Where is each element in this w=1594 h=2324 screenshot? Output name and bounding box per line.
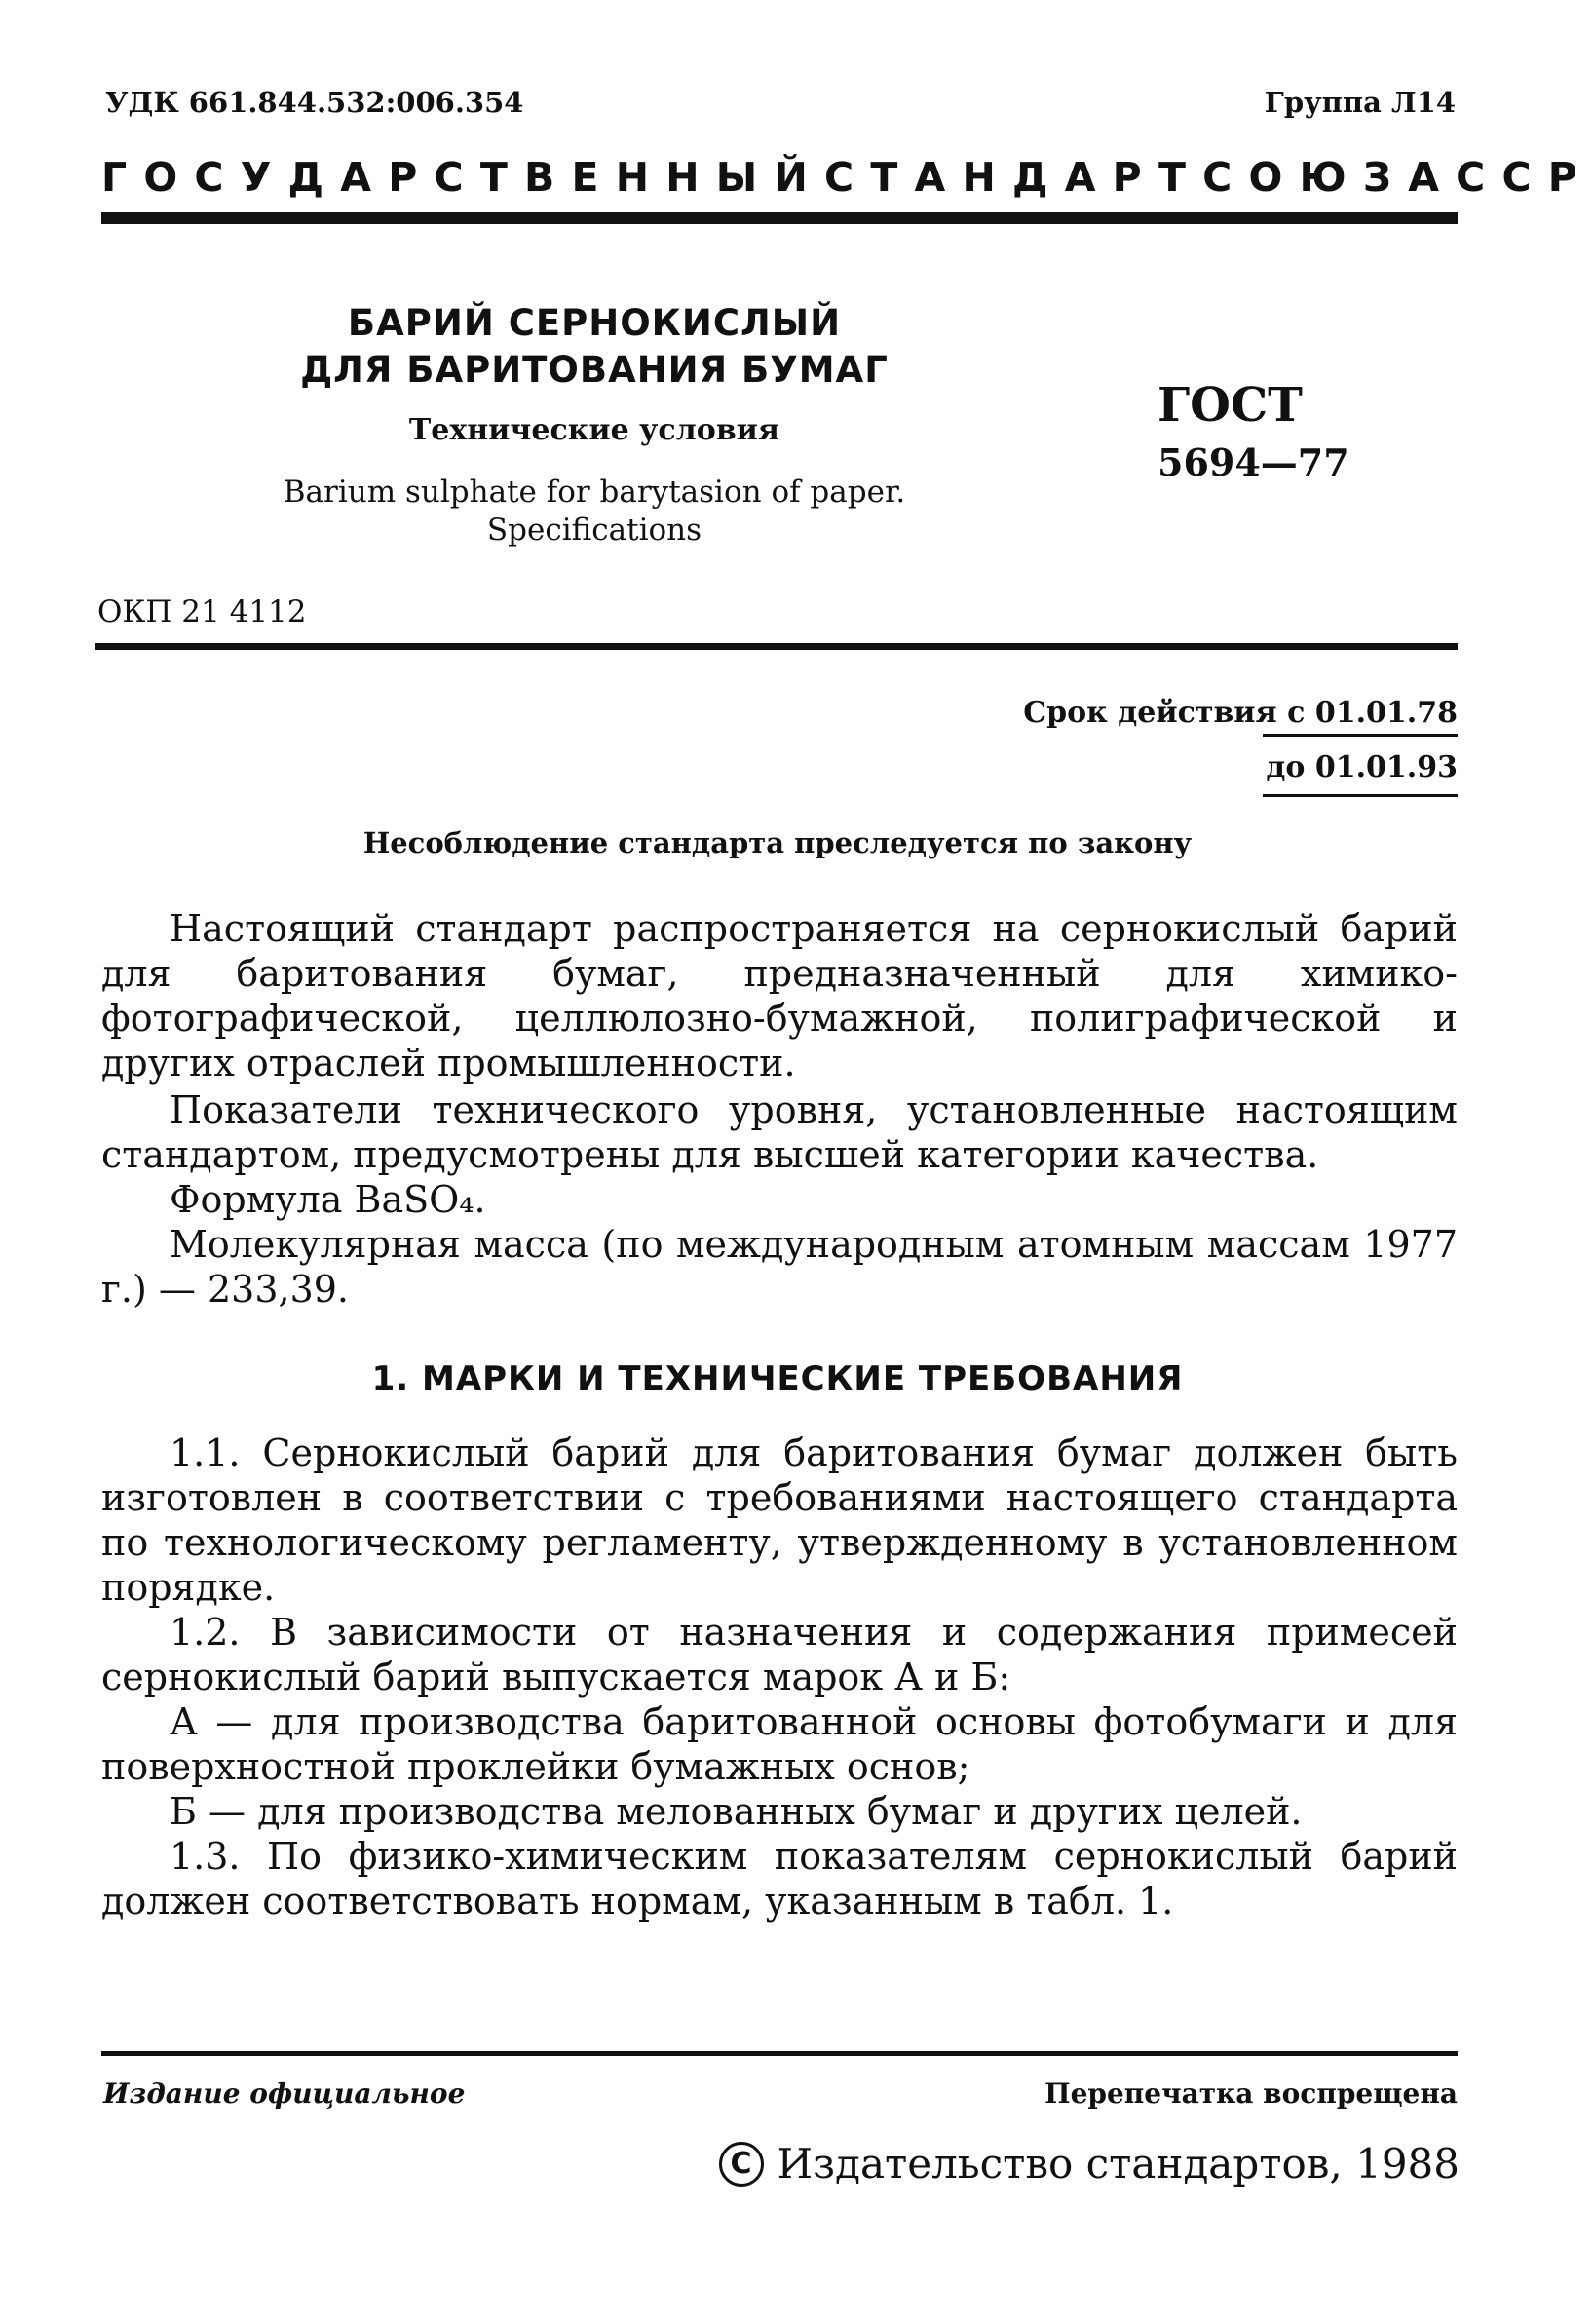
validity-underline-1 [1263,734,1458,737]
state-standard-word: СТАНДАРТ [824,154,1203,201]
validity-from: Срок действия с 01.01.78 [1023,696,1458,730]
okp-code: ОКП 21 4112 [97,594,307,629]
group-code: Группа Л14 [1264,86,1456,119]
copyright-icon: C [719,2142,764,2187]
validity-underline-2 [1263,794,1458,797]
title-block [214,300,974,549]
section-1-heading: 1. МАРКИ И ТЕХНИЧЕСКИЕ ТРЕБОВАНИЯ [371,1359,1184,1398]
clause-1-3: 1.3. По физико-химическим показателям сернокислый барий должен соответствовать нормам, указанным в табл. 1. [101,1835,1458,1923]
clause-1-1: 1.1. Сернокислый барий для баритования бумаг должен быть изготовлен в соответствии с требованиями настоящего стандарта по технологическому регламенту, утвержденному в установленном порядке. [101,1431,1458,1609]
bottom-divider [101,2051,1458,2056]
grade-a-item: А — для производства баритованной основы фотобумаги и для поверхностной проклейки бумажных основ; [101,1700,1458,1788]
reprint-prohibited-label: Перепечатка воспрещена [1044,2077,1458,2110]
state-standard-heading [101,154,1594,201]
intro-paragraph-quality: Показатели технического уровня, установленные настоящим стандартом, предусмотрены для высшей категории качества. [101,1088,1458,1176]
intro-paragraph-molar-mass: Молекулярная масса (по международным атомным массам 1977 г.) — 233,39. [101,1223,1458,1311]
top-divider [101,212,1458,224]
english-title-line-2: Specifications [486,513,702,548]
gost-label: ГОСТ [1158,378,1303,433]
state-standard-word: ССР [1456,154,1594,201]
subtitle: Технические условия [408,413,780,447]
legal-notice: Несоблюдение стандарта преследуется по закону [362,826,1193,859]
middle-divider [95,643,1458,650]
publisher-text: Издательство стандартов, 1988 [777,2140,1460,2188]
intro-paragraph-scope: Настоящий стандарт распространяется на сернокислый барий для баритования бумаг, предназначенный для химико-фотографической, целлюлозно-бумажной, полиграфической и других отраслей промышленности. [101,907,1458,1085]
state-standard-word: ГОСУДАРСТВЕННЫЙ [101,154,825,201]
grade-b-item: Б — для производства мелованных бумаг и других целей. [170,1790,1303,1833]
publisher-line [719,2140,1460,2188]
title-line-2: ДЛЯ БАРИТОВАНИЯ БУМАГ [300,349,889,391]
official-edition-label: Издание официальное [103,2077,466,2110]
udk-code: УДК 661.844.532:006.354 [105,86,524,119]
validity-to: до 01.01.93 [1266,750,1458,784]
intro-paragraph-formula: Формула BaSO₄. [170,1178,486,1221]
state-standard-word: СОЮЗА [1202,154,1457,201]
english-title-line-1: Barium sulphate for barytasion of paper. [283,475,906,510]
clause-1-2: 1.2. В зависимости от назначения и содержания примесей сернокислый барий выпускается марок А и Б: [101,1611,1458,1698]
title-line-1: БАРИЙ СЕРНОКИСЛЫЙ [347,302,842,344]
gost-number: 5694—77 [1158,440,1349,484]
